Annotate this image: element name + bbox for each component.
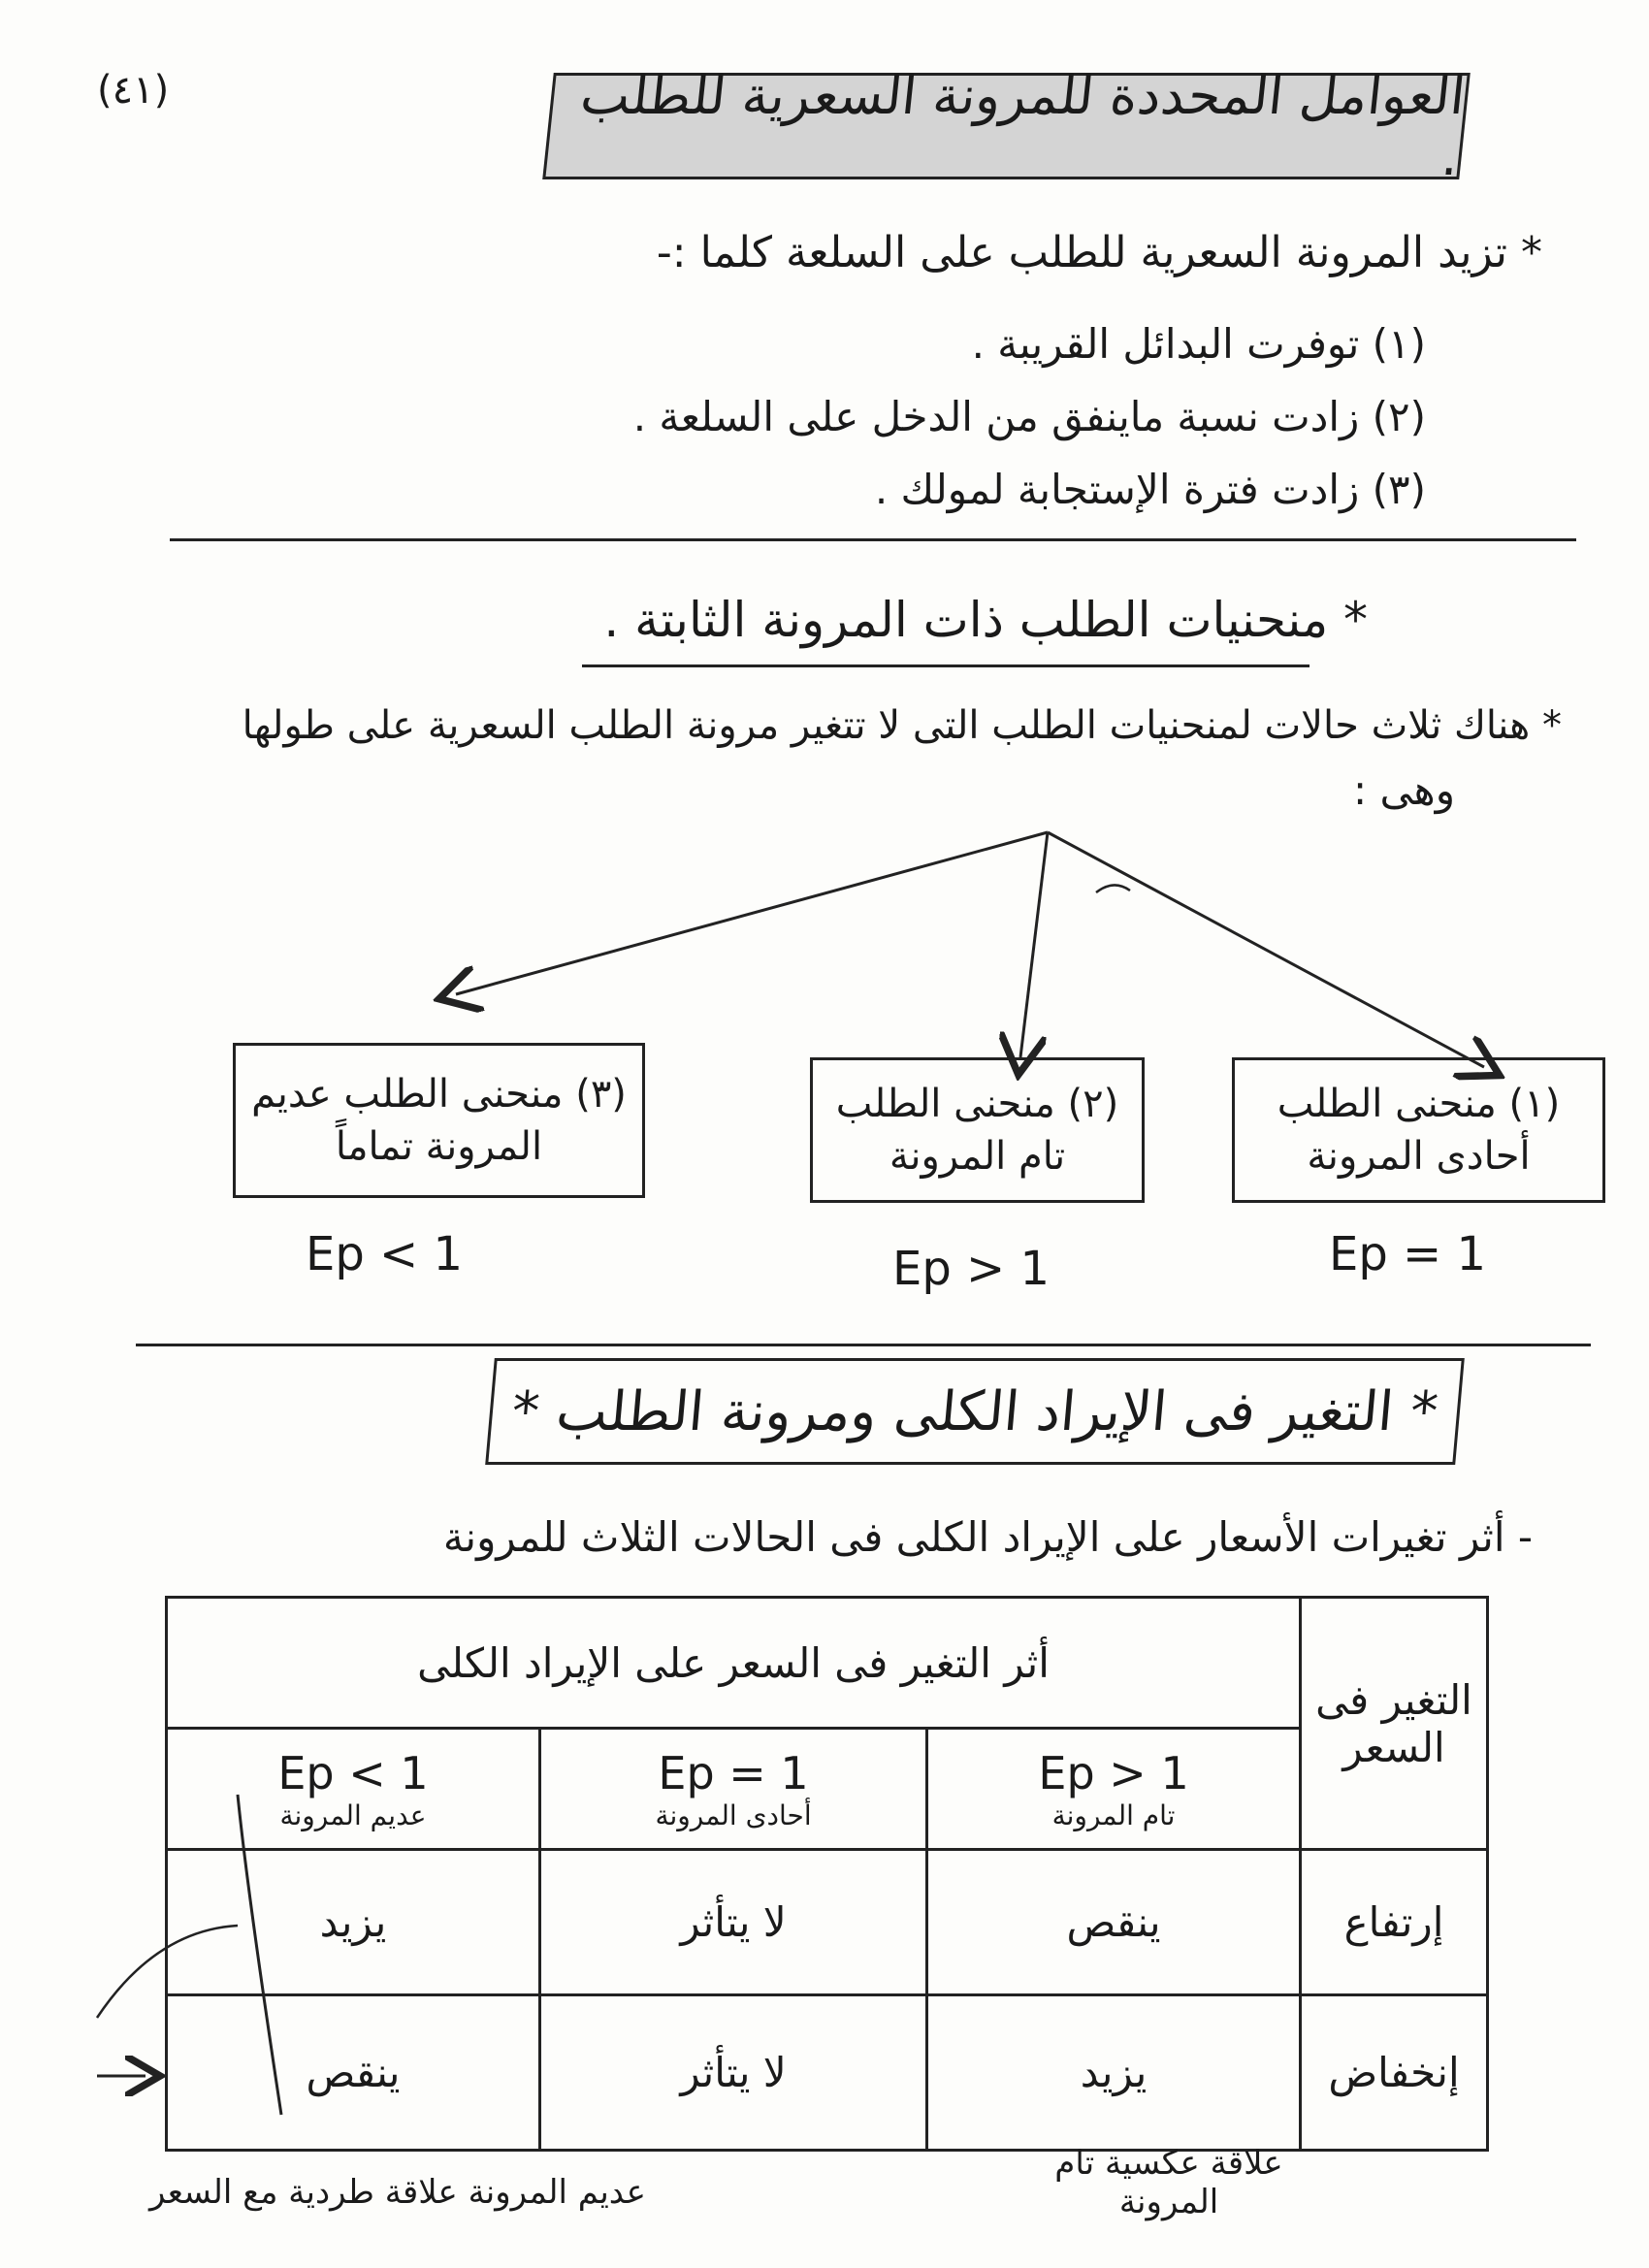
section2-heading: * منحنيات الطلب ذات المرونة الثابتة . xyxy=(603,592,1368,648)
table-cell: ينقص xyxy=(167,1995,540,2151)
row-label-decrease: إنخفاض xyxy=(1301,1995,1488,2151)
row-label-increase: إرتفاع xyxy=(1301,1850,1488,1995)
col-sub-unit: أحادى المرونة xyxy=(655,1798,812,1831)
section1-item-2: (٢) زادت نسبة ماينفق من الدخل على السلعة . xyxy=(632,393,1426,440)
table-cell: يزيد xyxy=(927,1995,1301,2151)
col-ep-inelastic: Ep < 1 xyxy=(277,1746,429,1799)
case-box-unit-elastic: (١) منحنى الطلب أحادى المرونة xyxy=(1232,1057,1605,1203)
table-cell: لا يتأثر xyxy=(539,1850,926,1995)
section3-intro: - أثر تغيرات الأسعار على الإيراد الكلى فى الحالات الثلاث للمرونة xyxy=(442,1513,1533,1561)
col-sub-elastic: تام المرونة xyxy=(1051,1798,1176,1831)
page-title: العوامل المحددة للمرونة السعرية للطلب . xyxy=(542,73,1471,179)
col-ep-unit: Ep = 1 xyxy=(658,1746,809,1799)
section2-intro-2: وهى : xyxy=(1353,766,1455,814)
case-ep-elastic: Ep > 1 xyxy=(892,1242,1051,1296)
section2-intro: * هناك ثلاث حالات لمنحنيات الطلب التى لا تتغير مرونة الطلب السعرية على طولها xyxy=(242,703,1562,748)
case-box-perfectly-elastic: (٢) منحنى الطلب تام المرونة xyxy=(810,1057,1145,1203)
section3-heading: * التغير فى الإيراد الكلى ومرونة الطلب * xyxy=(485,1358,1465,1465)
section1-item-3: (٣) زادت فترة الإستجابة لمولك . xyxy=(874,466,1426,513)
table-group-header: أثر التغير فى السعر على الإيراد الكلى xyxy=(167,1598,1301,1729)
footnote-inverse: علاقة عكسية تام المرونة xyxy=(1054,2144,1283,2221)
case-box-perfectly-inelastic: (٣) منحنى الطلب عديم المرونة تماماً xyxy=(233,1043,645,1198)
table-cell: لا يتأثر xyxy=(539,1995,926,2151)
table-row-header-title: التغير فى السعر xyxy=(1301,1598,1488,1850)
col-ep-elastic: Ep > 1 xyxy=(1038,1746,1189,1799)
page-number: (٤١) xyxy=(97,68,170,113)
section1-intro: * تزيد المرونة السعرية للطلب على السلعة كلما :- xyxy=(656,228,1542,277)
table-cell: ينقص xyxy=(927,1850,1301,1995)
case-ep-inelastic: Ep < 1 xyxy=(306,1227,464,1281)
table-cell: يزيد xyxy=(167,1850,540,1995)
col-sub-inelastic: عديم المرونة xyxy=(279,1798,427,1831)
section1-item-1: (١) توفرت البدائل القريبة . xyxy=(971,320,1426,368)
footnote-direct: عديم المرونة علاقة طردية مع السعر xyxy=(149,2173,646,2212)
case-ep-unit: Ep = 1 xyxy=(1329,1227,1487,1281)
